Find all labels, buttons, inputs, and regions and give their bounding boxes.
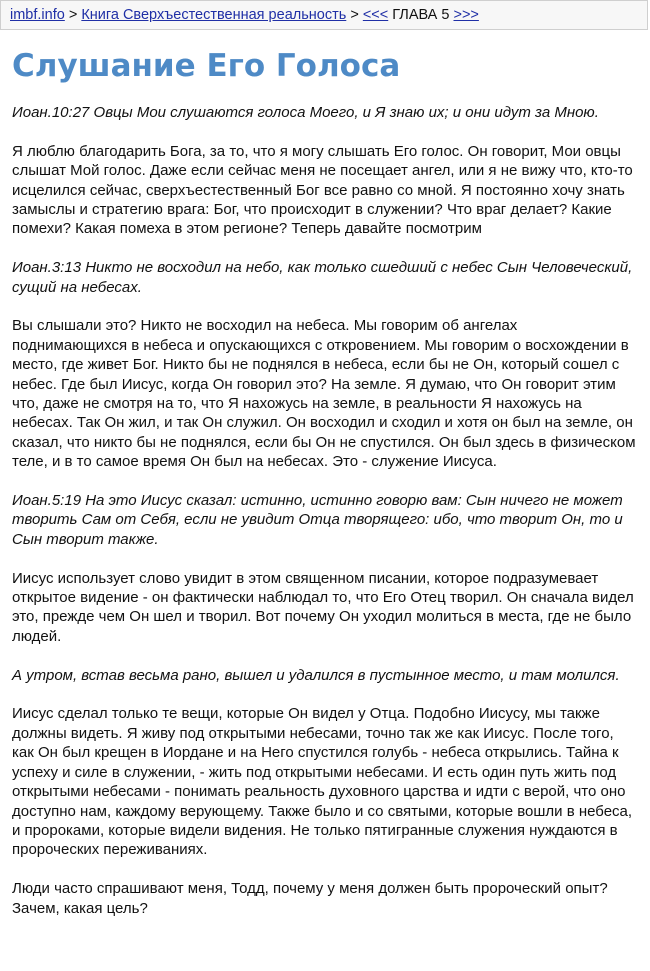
breadcrumb-separator: >: [68, 7, 78, 23]
body-paragraph: Иисус сделал только те вещи, которые Он видел у Отца. Подобно Иисусу, мы также должны видеть. Я живу под открытыми небесами, точно так же как Иисус. После того, как Он был крещен в Иордане и на Него спустился голубь - небеса открылись. Тайна к успеху и силе в служении, - жить под открытыми небесами. И есть один путь жить под открытыми небесами - понимать реальность духовного царства и идти с верой, что оно доступно нам, каждому верующему. Также было и со святыми, которые вошли в небеса, и пророками, которые видели видения. Не только пятигранные служения нуждаются в пророческих переживаниях.: [12, 705, 633, 859]
scripture-quote: Иоан.10:27 Овцы Мои слушаются голоса Моего, и Я знаю их; и они идут за Мною.: [12, 104, 599, 121]
site-link[interactable]: imbf.info: [10, 7, 65, 23]
breadcrumb: [0, 0, 648, 30]
body-paragraph: Люди часто спрашивают меня, Тодд, почему у меня должен быть пророческий опыт? Зачем, какая цель?: [12, 880, 608, 917]
scripture-quote: Иоан.5:19 На это Иисус сказал: истинно, истинно говорю вам: Сын ничего не может творить Сам от Себя, если не увидит Отца творящего: ибо, что творит Он, то и Сын творит также.: [12, 492, 623, 548]
scripture-quote: Иоан.3:13 Никто не восходил на небо, как только сшедший с небес Сын Человеческий, сущий на небесах.: [12, 259, 633, 296]
chapter-label: ГЛАВА 5: [392, 7, 450, 23]
breadcrumb-separator: >: [350, 7, 359, 23]
article-body: [12, 103, 636, 937]
page-title: Слушание Его Голоса: [12, 48, 401, 84]
previous-chapter-link[interactable]: <<<: [362, 7, 389, 23]
book-link[interactable]: Книга Сверхъестественная реальность: [81, 7, 347, 23]
scripture-quote: А утром, встав весьма рано, вышел и удалился в пустынное место, и там молился.: [12, 666, 620, 684]
next-chapter-link[interactable]: >>>: [453, 7, 479, 23]
body-paragraph: Я люблю благодарить Бога, за то, что я могу слышать Его голос. Он говорит, Мои овцы слышат Мой голос. Даже если сейчас меня не посещает ангел, или я не вижу что, кто-то исцелился сейчас, сверхъестественный Бог все равно со мной. Я постоянно хочу знать замыслы и стратегию врага: Бог, что происходит в служении? Что враг делает? Какие помехи? Какая помеха в этом регионе? Теперь давайте посмотрим: [12, 142, 633, 238]
body-paragraph: Вы слышали это? Никто не восходил на небеса. Мы говорим об ангелах поднимающихся в небеса и опускающихся с откровением. Мы говорим о восхождении в место, где живет Бог. Никто бы не поднялся в небеса, если бы не Он, который сошел с небес. Где был Иисус, когда Он говорил это? На земле. Я думаю, что Он говорит этим что, даже не смотря на то, что Я нахожусь на земле, в реальности Я нахожусь на небесах. Так Он жил, и так Он служил. Он восходил и сходил и хотя он был на земле, он сказал, что никто бы не поднялся, если бы Он не спустился. Он был здесь в физическом теле, и в то самое время Он был на небесах. Это - служение Иисуса.: [12, 317, 636, 471]
body-paragraph: Иисус использует слово увидит в этом священном писании, которое подразумевает открытое видение - он фактически наблюдал то, что Его Отец творил. Он сначала видел это, прежде чем Он шел и творил. Вот почему Он уходил молиться в места, где не было людей.: [12, 569, 634, 645]
